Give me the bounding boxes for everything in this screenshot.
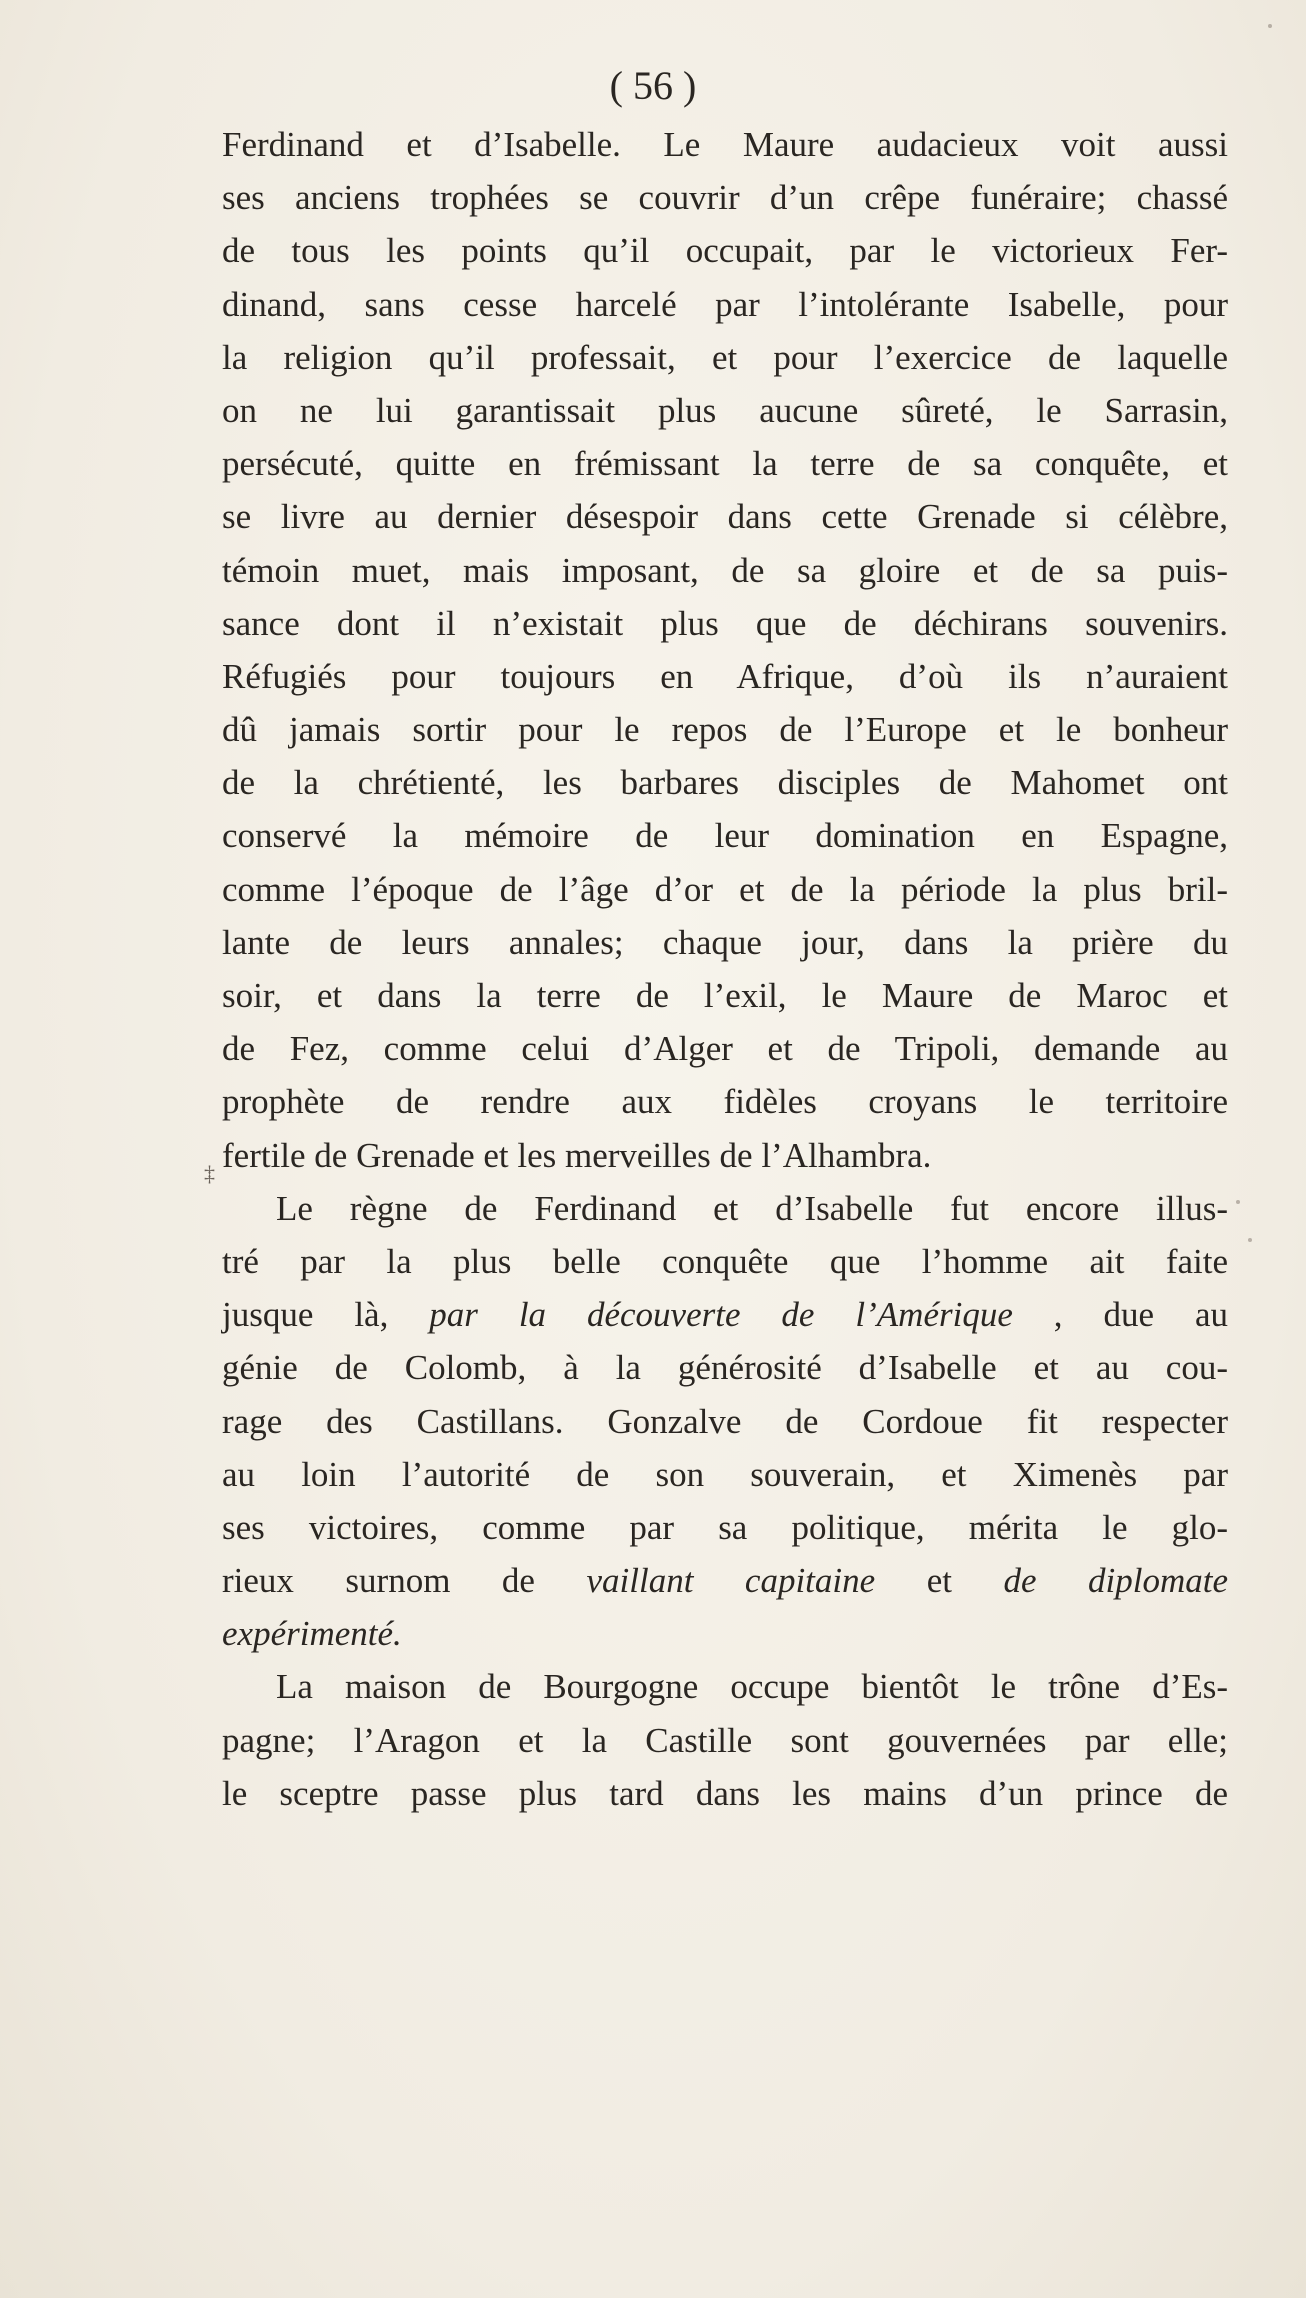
italic-phrase: par la découverte de l’Amérique xyxy=(429,1295,1013,1335)
text-line: témoin muet, mais imposant, de sa gloire et de sa puis- xyxy=(222,550,1228,590)
body-text xyxy=(222,118,1228,1820)
text-line xyxy=(222,1554,1228,1607)
text-line: soir, et dans la terre de l’exil, le Maure de Maroc et xyxy=(222,976,1228,1015)
ink-speck xyxy=(1236,1200,1240,1204)
text-line: expérimenté. xyxy=(222,1614,402,1654)
text-fragment: , due au xyxy=(1053,1295,1228,1335)
text-line: de Fez, comme celui d’Alger et de Tripoli, demande au xyxy=(222,1029,1228,1069)
text-line: ses anciens trophées se couvrir d’un crêpe funéraire; chassé xyxy=(222,178,1228,218)
text-line xyxy=(222,1288,1228,1341)
text-line: Le règne de Ferdinand et d’Isabelle fut encore illus- xyxy=(276,1188,1228,1228)
text-line: le sceptre passe plus tard dans les mains d’un prince de xyxy=(222,1773,1228,1813)
text-line: génie de Colomb, à la générosité d’Isabelle et au cou- xyxy=(222,1348,1228,1388)
text-line: lante de leurs annales; chaque jour, dans la prière du xyxy=(222,922,1228,962)
text-line: dû jamais sortir pour le repos de l’Europe et le bonheur xyxy=(222,710,1228,750)
text-line: prophète de rendre aux fidèles croyans le territoire xyxy=(222,1082,1228,1122)
text-fragment: rieux surnom de xyxy=(222,1561,535,1601)
page-number: ( 56 ) xyxy=(609,63,697,108)
text-line: Réfugiés pour toujours en Afrique, d’où ils n’auraient xyxy=(222,656,1228,696)
text-line: ses victoires, comme par sa politique, mérita le glo- xyxy=(222,1507,1228,1547)
text-line: conservé la mémoire de leur domination en Espagne, xyxy=(222,816,1228,856)
text-line: la religion qu’il professait, et pour l’exercice de laquelle xyxy=(222,337,1228,377)
text-fragment: et xyxy=(926,1561,952,1601)
text-line: dinand, sans cesse harcelé par l’intolérante Isabelle, pour xyxy=(222,284,1228,324)
text-line: fertile de Grenade et les merveilles de l’Alhambra. xyxy=(222,1135,932,1175)
text-line: Ferdinand et d’Isabelle. Le Maure audacieux voit aussi xyxy=(222,125,1228,164)
text-line: se livre au dernier désespoir dans cette Grenade si célèbre, xyxy=(222,497,1228,537)
text-line: rage des Castillans. Gonzalve de Cordoue fit respecter xyxy=(222,1401,1228,1441)
text-line: La maison de Bourgogne occupe bientôt le trône d’Es- xyxy=(276,1667,1228,1707)
text-line: sance dont il n’existait plus que de déchirans souvenirs. xyxy=(222,603,1228,643)
italic-phrase: vaillant capitaine xyxy=(586,1561,876,1601)
italic-phrase: de diplomate xyxy=(1003,1561,1228,1601)
text-line: de la chrétienté, les barbares disciples de Mahomet ont xyxy=(222,763,1228,803)
text-fragment: jusque là, xyxy=(222,1295,389,1335)
text-line: tré par la plus belle conquête que l’homme ait faite xyxy=(222,1241,1228,1281)
ink-speck xyxy=(1248,1238,1252,1242)
text-line: comme l’époque de l’âge d’or et de la période la plus bril- xyxy=(222,869,1228,909)
text-line: de tous les points qu’il occupait, par le victorieux Fer- xyxy=(222,231,1228,271)
text-line: persécuté, quitte en frémissant la terre de sa conquête, et xyxy=(222,444,1228,484)
text-line: pagne; l’Aragon et la Castille sont gouvernées par elle; xyxy=(222,1720,1228,1760)
ink-speck xyxy=(1268,24,1272,28)
margin-mark: ‡ xyxy=(204,1161,215,1186)
text-line: on ne lui garantissait plus aucune sûreté, le Sarrasin, xyxy=(222,390,1228,430)
text-line: au loin l’autorité de son souverain, et Ximenès par xyxy=(222,1454,1228,1494)
